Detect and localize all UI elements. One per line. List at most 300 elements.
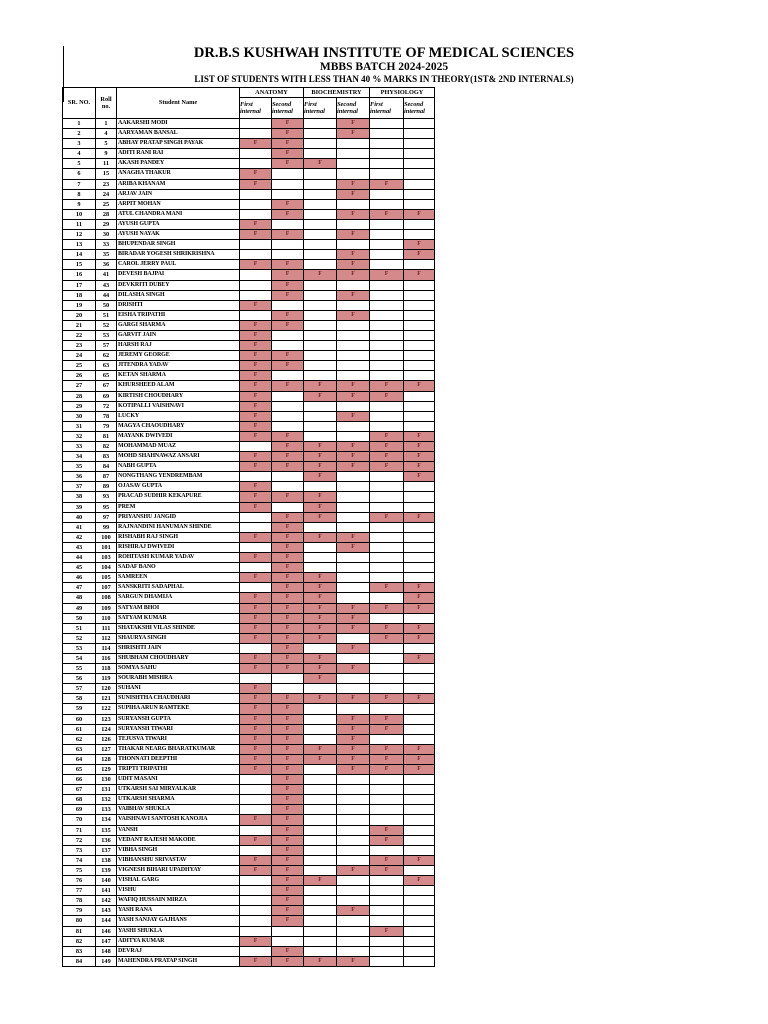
anatomy-first-cell (240, 189, 272, 199)
physiology-second-fail-cell: F (404, 209, 435, 219)
table-row (63, 230, 435, 240)
students-table-body (63, 119, 435, 967)
physiology-first-cell (370, 149, 404, 159)
roll-no-cell: 79 (96, 421, 117, 431)
biochemistry-second-fail-cell: F (337, 189, 370, 199)
anatomy-second-fail-cell: F (272, 159, 304, 169)
anatomy-second-cell (272, 250, 304, 260)
anatomy-second-fail-cell: F (272, 119, 304, 129)
roll-no-cell: 62 (96, 351, 117, 361)
student-name-cell: UTKARSH SAI MIRYALKAR (117, 785, 240, 795)
sr-no-cell: 20 (63, 310, 96, 320)
physiology-second-cell (404, 219, 435, 229)
physiology-second-cell (404, 542, 435, 552)
table-row (63, 946, 435, 956)
table-row (63, 361, 435, 371)
anatomy-second-cell (272, 179, 304, 189)
sr-no-cell: 5 (63, 159, 96, 169)
biochemistry-first-cell (304, 149, 337, 159)
biochemistry-second-cell (337, 320, 370, 330)
biochemistry-second-cell (337, 502, 370, 512)
biochemistry-second-fail-cell: F (337, 865, 370, 875)
biochemistry-first-fail-cell: F (304, 876, 337, 886)
roll-no-cell: 142 (96, 896, 117, 906)
biochemistry-second-cell (337, 553, 370, 563)
physiology-first-cell (370, 613, 404, 623)
anatomy-first-cell (240, 906, 272, 916)
sr-no-cell: 66 (63, 775, 96, 785)
anatomy-second-fail-cell: F (272, 361, 304, 371)
anatomy-second-fail-cell: F (272, 310, 304, 320)
physiology-first-fail-cell: F (370, 209, 404, 219)
anatomy-second-fail-cell: F (272, 209, 304, 219)
student-name-cell: MAYANK DWIVEDI (117, 431, 240, 441)
anatomy-second-fail-cell: F (272, 290, 304, 300)
biochemistry-second-cell (337, 199, 370, 209)
header-biochemistry-second-internal: Second internal (337, 98, 370, 119)
physiology-first-cell (370, 876, 404, 886)
physiology-first-cell (370, 795, 404, 805)
sr-no-cell: 72 (63, 835, 96, 845)
anatomy-first-fail-cell: F (240, 815, 272, 825)
physiology-second-cell (404, 401, 435, 411)
table-row (63, 633, 435, 643)
biochemistry-first-fail-cell: F (304, 583, 337, 593)
physiology-first-cell (370, 532, 404, 542)
biochemistry-second-cell (337, 300, 370, 310)
physiology-first-cell (370, 946, 404, 956)
physiology-second-fail-cell: F (404, 623, 435, 633)
biochemistry-second-cell (337, 805, 370, 815)
roll-no-cell: 65 (96, 371, 117, 381)
biochemistry-first-cell (304, 290, 337, 300)
table-row (63, 694, 435, 704)
biochemistry-first-cell (304, 260, 337, 270)
anatomy-first-cell (240, 785, 272, 795)
anatomy-second-fail-cell: F (272, 613, 304, 623)
table-row (63, 492, 435, 502)
biochemistry-second-cell (337, 431, 370, 441)
table-row (63, 472, 435, 482)
header-physiology: PHYSIOLOGY (370, 88, 435, 98)
anatomy-first-fail-cell: F (240, 744, 272, 754)
biochemistry-first-cell (304, 129, 337, 139)
biochemistry-first-cell (304, 209, 337, 219)
physiology-first-cell (370, 300, 404, 310)
biochemistry-second-cell (337, 633, 370, 643)
roll-no-cell: 107 (96, 583, 117, 593)
anatomy-first-fail-cell: F (240, 724, 272, 734)
roll-no-cell: 105 (96, 573, 117, 583)
student-name-cell: YASH SANJAY GAJHANS (117, 916, 240, 926)
physiology-second-fail-cell: F (404, 754, 435, 764)
roll-no-cell: 128 (96, 754, 117, 764)
physiology-second-cell (404, 573, 435, 583)
anatomy-first-fail-cell: F (240, 492, 272, 502)
sr-no-cell: 64 (63, 754, 96, 764)
physiology-second-cell (404, 734, 435, 744)
biochemistry-first-cell (304, 310, 337, 320)
roll-no-cell: 112 (96, 633, 117, 643)
anatomy-second-fail-cell: F (272, 704, 304, 714)
physiology-first-fail-cell: F (370, 603, 404, 613)
biochemistry-second-cell (337, 593, 370, 603)
biochemistry-second-cell (337, 361, 370, 371)
roll-no-cell: 1 (96, 119, 117, 129)
sr-no-cell: 49 (63, 603, 96, 613)
physiology-first-cell (370, 916, 404, 926)
physiology-second-cell (404, 835, 435, 845)
anatomy-first-fail-cell: F (240, 835, 272, 845)
roll-no-cell: 143 (96, 906, 117, 916)
sr-no-cell: 59 (63, 704, 96, 714)
roll-no-cell: 129 (96, 765, 117, 775)
anatomy-second-fail-cell: F (272, 230, 304, 240)
student-name-cell: VIGNESH BIHARI UPADHYAY (117, 865, 240, 875)
anatomy-first-fail-cell: F (240, 694, 272, 704)
biochemistry-second-fail-cell: F (337, 250, 370, 260)
anatomy-first-cell (240, 916, 272, 926)
student-name-cell: AAKARSHI MODI (117, 119, 240, 129)
sr-no-cell: 73 (63, 845, 96, 855)
biochemistry-first-cell (304, 916, 337, 926)
physiology-first-cell (370, 805, 404, 815)
biochemistry-first-cell (304, 119, 337, 129)
table-row (63, 876, 435, 886)
biochemistry-first-cell (304, 815, 337, 825)
biochemistry-second-fail-cell: F (337, 129, 370, 139)
biochemistry-second-fail-cell: F (337, 542, 370, 552)
biochemistry-second-cell (337, 775, 370, 785)
student-name-cell: AARYAMAN BANSAL (117, 129, 240, 139)
physiology-second-fail-cell: F (404, 633, 435, 643)
anatomy-first-cell (240, 250, 272, 260)
anatomy-second-fail-cell: F (272, 633, 304, 643)
anatomy-second-fail-cell: F (272, 754, 304, 764)
table-row (63, 280, 435, 290)
biochemistry-first-cell (304, 411, 337, 421)
roll-no-cell: 126 (96, 734, 117, 744)
student-name-cell: KETAN SHARMA (117, 371, 240, 381)
anatomy-second-fail-cell: F (272, 643, 304, 653)
student-name-cell: SHRISHTI JAIN (117, 643, 240, 653)
physiology-second-cell (404, 865, 435, 875)
student-name-cell: ANAGHA THAKUR (117, 169, 240, 179)
anatomy-second-cell (272, 330, 304, 340)
anatomy-second-fail-cell: F (272, 320, 304, 330)
anatomy-first-fail-cell: F (240, 613, 272, 623)
physiology-first-cell (370, 219, 404, 229)
sr-no-cell: 39 (63, 502, 96, 512)
sr-no-cell: 61 (63, 724, 96, 734)
table-row (63, 734, 435, 744)
student-name-cell: ABHAY PRATAP SINGH PAYAK (117, 139, 240, 149)
biochemistry-first-fail-cell: F (304, 956, 337, 966)
biochemistry-second-cell (337, 371, 370, 381)
student-name-cell: DEVESH BAJPAI (117, 270, 240, 280)
physiology-first-cell (370, 906, 404, 916)
header-student-name: Student Name (117, 88, 240, 119)
physiology-first-fail-cell: F (370, 744, 404, 754)
student-name-cell: SUPIHA ARUN RAMTEKE (117, 704, 240, 714)
biochemistry-first-fail-cell: F (304, 674, 337, 684)
physiology-first-cell (370, 845, 404, 855)
roll-no-cell: 148 (96, 946, 117, 956)
anatomy-second-fail-cell: F (272, 149, 304, 159)
physiology-first-fail-cell: F (370, 391, 404, 401)
physiology-first-cell (370, 139, 404, 149)
anatomy-first-fail-cell: F (240, 381, 272, 391)
physiology-first-cell (370, 956, 404, 966)
biochemistry-first-cell (304, 946, 337, 956)
anatomy-second-cell (272, 219, 304, 229)
anatomy-second-fail-cell: F (272, 442, 304, 452)
biochemistry-first-fail-cell: F (304, 623, 337, 633)
student-name-cell: UTKARSH SHARMA (117, 795, 240, 805)
sr-no-cell: 3 (63, 139, 96, 149)
student-name-cell: MOHD SHAHNAWAZ ANSARI (117, 452, 240, 462)
anatomy-first-fail-cell: F (240, 704, 272, 714)
biochemistry-first-cell (304, 199, 337, 209)
biochemistry-first-cell (304, 371, 337, 381)
anatomy-second-cell (272, 341, 304, 351)
roll-no-cell: 127 (96, 744, 117, 754)
student-name-cell: KIRTISH CHOUDHARY (117, 391, 240, 401)
sr-no-cell: 71 (63, 825, 96, 835)
table-row (63, 815, 435, 825)
biochemistry-first-cell (304, 795, 337, 805)
roll-no-cell: 109 (96, 603, 117, 613)
sr-no-cell: 26 (63, 371, 96, 381)
table-row (63, 714, 435, 724)
physiology-first-cell (370, 734, 404, 744)
sr-no-cell: 38 (63, 492, 96, 502)
physiology-first-cell (370, 553, 404, 563)
biochemistry-first-fail-cell: F (304, 593, 337, 603)
roll-no-cell: 140 (96, 876, 117, 886)
roll-no-cell: 82 (96, 442, 117, 452)
student-name-cell: LUCKY (117, 411, 240, 421)
roll-no-cell: 53 (96, 330, 117, 340)
physiology-second-fail-cell: F (404, 240, 435, 250)
biochemistry-first-fail-cell: F (304, 502, 337, 512)
physiology-second-cell (404, 179, 435, 189)
anatomy-first-fail-cell: F (240, 734, 272, 744)
physiology-second-cell (404, 139, 435, 149)
physiology-first-fail-cell: F (370, 835, 404, 845)
student-name-cell: SADAF BANO (117, 563, 240, 573)
student-name-cell: PRACAD SUDHIR KEKAPURE (117, 492, 240, 502)
anatomy-second-fail-cell: F (272, 573, 304, 583)
biochemistry-first-cell (304, 401, 337, 411)
biochemistry-first-fail-cell: F (304, 462, 337, 472)
table-row (63, 452, 435, 462)
sr-no-cell: 10 (63, 209, 96, 219)
biochemistry-second-cell (337, 815, 370, 825)
table-row (63, 573, 435, 583)
roll-no-cell: 52 (96, 320, 117, 330)
anatomy-first-fail-cell: F (240, 633, 272, 643)
anatomy-second-fail-cell: F (272, 896, 304, 906)
physiology-second-cell (404, 169, 435, 179)
anatomy-first-cell (240, 119, 272, 129)
physiology-second-cell (404, 421, 435, 431)
physiology-second-cell (404, 946, 435, 956)
biochemistry-first-cell (304, 421, 337, 431)
physiology-second-cell (404, 522, 435, 532)
roll-no-cell: 110 (96, 613, 117, 623)
roll-no-cell: 84 (96, 462, 117, 472)
sr-no-cell: 77 (63, 886, 96, 896)
physiology-second-fail-cell: F (404, 583, 435, 593)
table-row (63, 886, 435, 896)
physiology-second-cell (404, 936, 435, 946)
biochemistry-second-cell (337, 139, 370, 149)
table-row (63, 482, 435, 492)
physiology-first-cell (370, 502, 404, 512)
anatomy-second-cell (272, 502, 304, 512)
physiology-first-cell (370, 290, 404, 300)
physiology-first-cell (370, 785, 404, 795)
sr-no-cell: 6 (63, 169, 96, 179)
sr-no-cell: 76 (63, 876, 96, 886)
roll-no-cell: 146 (96, 926, 117, 936)
physiology-second-cell (404, 553, 435, 563)
biochemistry-second-fail-cell: F (337, 765, 370, 775)
student-name-cell: THAKAR NEARG BHARATKUMAR (117, 744, 240, 754)
physiology-second-fail-cell: F (404, 442, 435, 452)
biochemistry-second-fail-cell: F (337, 643, 370, 653)
biochemistry-second-fail-cell: F (337, 290, 370, 300)
sr-no-cell: 57 (63, 684, 96, 694)
physiology-second-cell (404, 492, 435, 502)
roll-no-cell: 124 (96, 724, 117, 734)
biochemistry-first-cell (304, 684, 337, 694)
table-row (63, 926, 435, 936)
biochemistry-second-cell (337, 936, 370, 946)
anatomy-first-cell (240, 876, 272, 886)
roll-no-cell: 123 (96, 714, 117, 724)
table-row (63, 260, 435, 270)
roll-no-cell: 119 (96, 674, 117, 684)
roll-no-cell: 147 (96, 936, 117, 946)
student-name-cell: EISHA TRIPATHI (117, 310, 240, 320)
sr-no-cell: 11 (63, 219, 96, 229)
table-row (63, 906, 435, 916)
anatomy-first-cell (240, 542, 272, 552)
biochemistry-first-cell (304, 886, 337, 896)
table-row (63, 674, 435, 684)
roll-no-cell: 89 (96, 482, 117, 492)
table-row (63, 704, 435, 714)
roll-no-cell: 11 (96, 159, 117, 169)
anatomy-first-cell (240, 159, 272, 169)
anatomy-second-fail-cell: F (272, 664, 304, 674)
physiology-first-fail-cell: F (370, 431, 404, 441)
anatomy-second-fail-cell: F (272, 603, 304, 613)
physiology-first-cell (370, 674, 404, 684)
roll-no-cell: 5 (96, 139, 117, 149)
roll-no-cell: 121 (96, 694, 117, 704)
physiology-first-cell (370, 361, 404, 371)
biochemistry-second-cell (337, 785, 370, 795)
anatomy-first-fail-cell: F (240, 684, 272, 694)
sr-no-cell: 60 (63, 714, 96, 724)
anatomy-first-cell (240, 472, 272, 482)
physiology-first-cell (370, 704, 404, 714)
table-row (63, 522, 435, 532)
roll-no-cell: 72 (96, 401, 117, 411)
batch-subtitle: MBBS BATCH 2024-2025 (319, 61, 449, 73)
header-roll-no: Roll no. (96, 88, 117, 119)
physiology-second-cell (404, 805, 435, 815)
physiology-second-fail-cell: F (404, 462, 435, 472)
sr-no-cell: 13 (63, 240, 96, 250)
anatomy-first-fail-cell: F (240, 320, 272, 330)
anatomy-second-fail-cell: F (272, 553, 304, 563)
physiology-second-fail-cell: F (404, 744, 435, 754)
anatomy-first-cell (240, 280, 272, 290)
anatomy-first-cell (240, 522, 272, 532)
roll-no-cell: 44 (96, 290, 117, 300)
physiology-first-fail-cell: F (370, 381, 404, 391)
roll-no-cell: 81 (96, 431, 117, 441)
table-row (63, 653, 435, 663)
table-row (63, 855, 435, 865)
sr-no-cell: 62 (63, 734, 96, 744)
anatomy-second-cell (272, 240, 304, 250)
physiology-first-cell (370, 189, 404, 199)
physiology-first-cell (370, 593, 404, 603)
table-row (63, 775, 435, 785)
anatomy-first-fail-cell: F (240, 714, 272, 724)
anatomy-first-cell (240, 795, 272, 805)
anatomy-first-fail-cell: F (240, 260, 272, 270)
biochemistry-first-cell (304, 553, 337, 563)
physiology-second-cell (404, 371, 435, 381)
biochemistry-second-cell (337, 512, 370, 522)
physiology-second-fail-cell: F (404, 876, 435, 886)
roll-no-cell: 141 (96, 886, 117, 896)
roll-no-cell: 93 (96, 492, 117, 502)
table-row (63, 159, 435, 169)
physiology-second-fail-cell: F (404, 653, 435, 663)
biochemistry-first-cell (304, 714, 337, 724)
anatomy-second-fail-cell: F (272, 563, 304, 573)
physiology-second-cell (404, 280, 435, 290)
roll-no-cell: 132 (96, 795, 117, 805)
sr-no-cell: 17 (63, 280, 96, 290)
student-name-cell: AYUSH NAYAK (117, 230, 240, 240)
biochemistry-second-cell (337, 674, 370, 684)
table-row (63, 754, 435, 764)
anatomy-second-fail-cell: F (272, 865, 304, 875)
table-row (63, 553, 435, 563)
sr-no-cell: 33 (63, 442, 96, 452)
table-row (63, 391, 435, 401)
table-row (63, 795, 435, 805)
student-name-cell: SAMREEN (117, 573, 240, 583)
table-row (63, 916, 435, 926)
student-name-cell: MOHAMMAD MUAZ (117, 442, 240, 452)
physiology-first-cell (370, 341, 404, 351)
student-name-cell: VISHU (117, 886, 240, 896)
biochemistry-second-cell (337, 563, 370, 573)
biochemistry-first-fail-cell: F (304, 603, 337, 613)
physiology-first-fail-cell: F (370, 724, 404, 734)
roll-no-cell: 134 (96, 815, 117, 825)
student-name-cell: DEVKRITI DUBEY (117, 280, 240, 290)
